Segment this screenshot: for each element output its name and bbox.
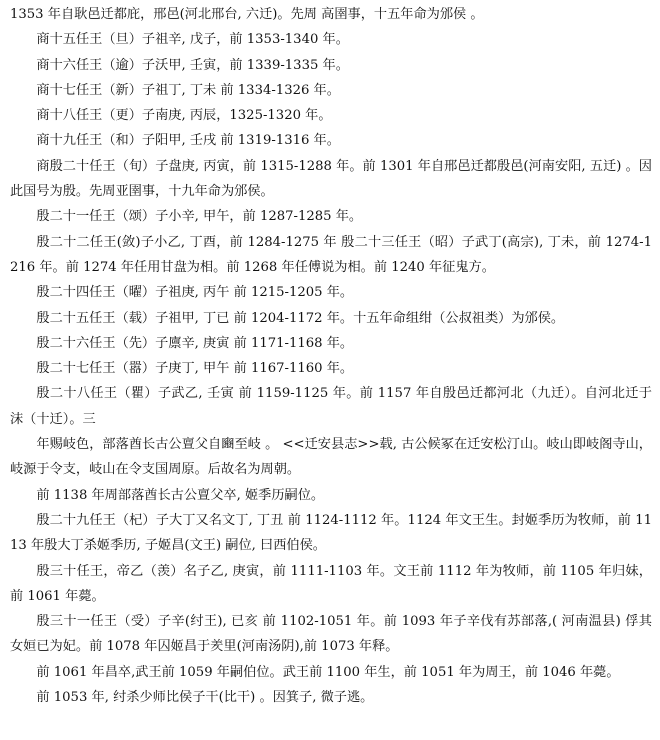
paragraph-20: 前 1061 年昌卒,武王前 1059 年嗣伯位。武王前 1100 年生，前 1051 年为周王，前 1046 年薨。 [36, 664, 620, 680]
paragraph-13: 殷二十七任王（嚣）子庚丁, 甲午 前 1167-1160 年。 [36, 361, 354, 377]
paragraph-16: 前 1138 年周部落酋长古公亶父卒, 姬季历嗣位。 [36, 487, 325, 503]
paragraph-18: 殷三十任王，帝乙（羡）名子乙, 庚寅，前 1111-1103 年。文王前 1112 年为牧师，前 1105 年归妹，前 1061 年薨。 [10, 563, 652, 604]
paragraph-12: 殷二十六任王（先）子廪辛, 庚寅 前 1171-1168 年。 [36, 335, 354, 351]
paragraph-7: 商殷二十任王（旬）子盘庚, 丙寅，前 1315-1288 年。前 1301 年自邢邑迁都殷邑(河南安阳, 五迁) 。因此国号为殷。先周亚圉事，十九年命为邠侯。 [10, 158, 652, 200]
paragraph-2: 商十五任王（旦）子祖辛, 戊子，前 1353-1340 年。 [36, 32, 349, 48]
paragraph-4: 商十七任王（新）子祖丁, 丁未 前 1334-1326 年。 [36, 82, 340, 98]
paragraph-10: 殷二十四任王（曜）子祖庚, 丙午 前 1215-1205 年。 [36, 285, 354, 301]
paragraph-3: 商十六任王（逾）子沃甲, 壬寅，前 1339-1335 年。 [36, 57, 349, 73]
paragraph-21: 前 1053 年, 纣杀少师比侯子干(比干) 。因箕子, 微子逃。 [36, 690, 374, 706]
paragraph-9: 殷二十二任王(敛)子小乙, 丁酉，前 1284-1275 年 殷二十三任王（昭）子武丁(高宗), 丁未，前 1274-1216 年。前 1274 年任用甘盘为相。前 1268 年任傅说为相。前 1240 年征鬼方。 [10, 234, 652, 275]
paragraph-14: 殷二十八任王（瞿）子武乙, 壬寅 前 1159-1125 年。前 1157 年自殷邑迁都河北（九迁）。自河北迁于沫（十迁）。三 [10, 386, 652, 427]
paragraph-15: 年赐岐色，部落酋长古公亶父自豳至岐 。 <<迁安县志>>载, 古公候冢在迁安松汀山。岐山即岐阁寺山，岐源于令支，岐山在令支国周原。后故名为周朝。 [10, 437, 652, 478]
paragraph-5: 商十八任王（更）子南庚, 丙辰，1325-1320 年。 [36, 108, 332, 124]
paragraph-6: 商十九任王（和）子阳甲, 壬戌 前 1319-1316 年。 [36, 133, 340, 149]
paragraph-1: 1353 年自耿邑迁都庇，邢邑(河北邢台, 六迁)。先周 高圉事，十五年命为邠侯 。 [10, 7, 484, 22]
paragraph-17: 殷二十九任王（杞）子大丁又名文丁, 丁丑 前 1124-1112 年。1124 年文王生。封姬季历为牧师，前 1113 年殷大丁杀姬季历, 子姬昌(文王) 嗣位, 曰西伯侯。 [10, 512, 652, 554]
paragraph-11: 殷二十五任王（载）子祖甲, 丁已 前 1204-1172 年。十五年命组绀（公叔祖类）为邠侯。 [36, 310, 565, 326]
paragraph-19: 殷三十一任王（受）子辛(纣王), 已亥 前 1102-1051 年。前 1093 年子辛伐有苏部落,( 河南温县) 俘其女姮已为妃。前 1078 年囚姬昌于羑里(河南汤阴),前 1073 年释。 [10, 614, 652, 655]
paragraph-8: 殷二十一任王（颂）子小辛, 甲午，前 1287-1285 年。 [36, 209, 363, 225]
